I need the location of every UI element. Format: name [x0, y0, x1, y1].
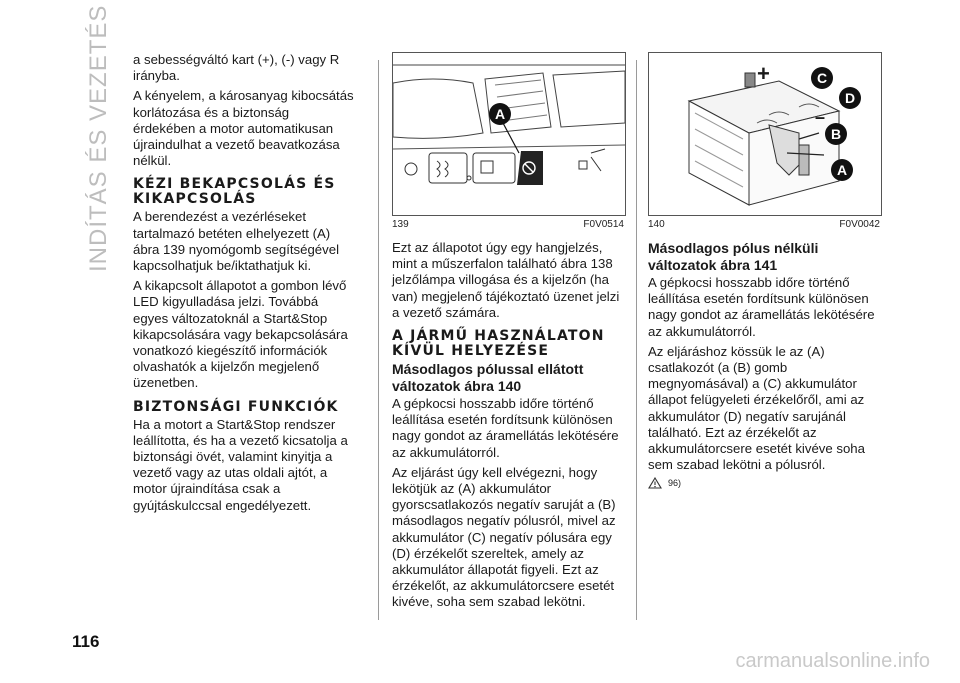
subheading-secondary-pole: Másodlagos pólussal ellátott változatok ábra 140	[392, 361, 584, 394]
heading-safety-functions: BIZTONSÁGI FUNKCIÓK	[133, 398, 339, 415]
page-number: 116	[72, 632, 100, 651]
figure-139-dashboard-buttons	[392, 52, 626, 216]
callout-b: B	[825, 123, 847, 145]
positive-terminal-mark: +	[757, 61, 770, 86]
figure-caption	[392, 219, 624, 230]
watermark: carmanualsonline.info	[735, 650, 930, 672]
warning-reference-number: 96)	[668, 478, 682, 489]
callout-a: A	[489, 103, 511, 125]
paragraph: A gépkocsi hosszabb időre történő leállítása esetén fordítsunk különösen nagy gondot az áramellátás lekötésére az akkumulátorról.	[392, 396, 619, 460]
subheading-no-secondary-pole: Másodlagos pólus nélküli változatok ábra 141	[648, 240, 819, 273]
dashboard-illustration	[393, 53, 625, 215]
paragraph: Az eljáráshoz kössük le az (A) csatlakozót (a (B) gomb megnyomásával) a (C) akkumulátor állapot felügyeleti érzékelőről, ami az akkumulátor (D) negatív sarujánál található. Ezt az érzékelőt az akkumulátorcsere esetét kivéve soha sem szabad lekötni a pólusról.	[648, 343, 865, 473]
figure-code: F0V0042	[839, 219, 880, 230]
paragraph: A berendezést a vezérléseket tartalmazó betéten elhelyezett (A) ábra 139 nyomógomb segítségével kapcsolhatjuk be/iktathatjuk ki.	[133, 209, 340, 274]
paragraph: A gépkocsi hosszabb időre történő leállítása esetén fordítsunk különösen nagy gondot az áramellátás lekötésére az akkumulátorról.	[648, 275, 875, 339]
callout-c: C	[811, 67, 833, 89]
callout-d: D	[839, 87, 861, 109]
figure-number: 139	[392, 219, 409, 230]
figure-140-battery	[648, 52, 882, 216]
callout-a: A	[831, 159, 853, 181]
heading-manual-switch: KÉZI BEKAPCSOLÁS ÉS KIKAPCSOLÁS	[133, 176, 336, 208]
paragraph: Ezt az állapotot úgy egy hangjelzés, mint a műszerfalon található ábra 138 jelzőlámpa villogása és a kijelzőn (ha van) megjelenő tájékoztató üzenet jelzi a vezető számára.	[392, 240, 620, 320]
warning-reference	[648, 477, 880, 489]
heading-vehicle-storage: A JÁRMŰ HASZNÁLATON KÍVÜL HELYEZÉSE	[392, 328, 605, 360]
figure-code: F0V0514	[583, 219, 624, 230]
negative-terminal-mark: –	[815, 107, 826, 127]
paragraph: Ha a motort a Start&Stop rendszer leállította, és ha a vezető kicsatolja a biztonsági övét, valamint kinyitja a vezető vagy az utas oldali ajtót, a motor újraindítása csak a gyújtáskulccsal engedélyezett.	[133, 416, 348, 513]
column-divider	[378, 60, 379, 620]
warning-triangle-icon	[648, 477, 662, 489]
figure-caption	[648, 219, 880, 230]
paragraph: a sebességváltó kart (+), (-) vagy R irányba.	[133, 52, 340, 84]
column-divider	[636, 60, 637, 620]
paragraph: Az eljárást úgy kell elvégezni, hogy lekötjük az (A) akkumulátor gyorscsatlakozós negatív saruját a (B) másodlagos negatív pólusról, mivel az akkumulátor (C) negatív pólusára egy (D) érzékelőt szereltek, amely az akkumulátor állapotát figyeli. Ezt az érzékelőt, az akkumulátorcsere esetét kivéve, soha sem szabad lekötni.	[392, 464, 616, 610]
column-2	[392, 52, 624, 615]
paragraph: A kikapcsolt állapotot a gombon lévő LED kigyulladása jelzi. Továbbá egyes változatoknál a Start&Stop kikapcsolására vagy bekapcsolására vonatkozó kiegészítő információk olvashatók a kijelzőn megjelenő üzenetben.	[133, 278, 348, 391]
figure-number: 140	[648, 219, 665, 230]
section-side-title: INDÍTÁS ÉS VEZETÉS	[85, 4, 112, 272]
paragraph: A kényelem, a károsanyag kibocsátás korlátozása és a biztonság érdekében a motor automatikusan újraindulhat a vezető beavatkozása nélkül.	[133, 88, 354, 169]
column-3	[648, 52, 880, 489]
column-1	[133, 52, 355, 518]
